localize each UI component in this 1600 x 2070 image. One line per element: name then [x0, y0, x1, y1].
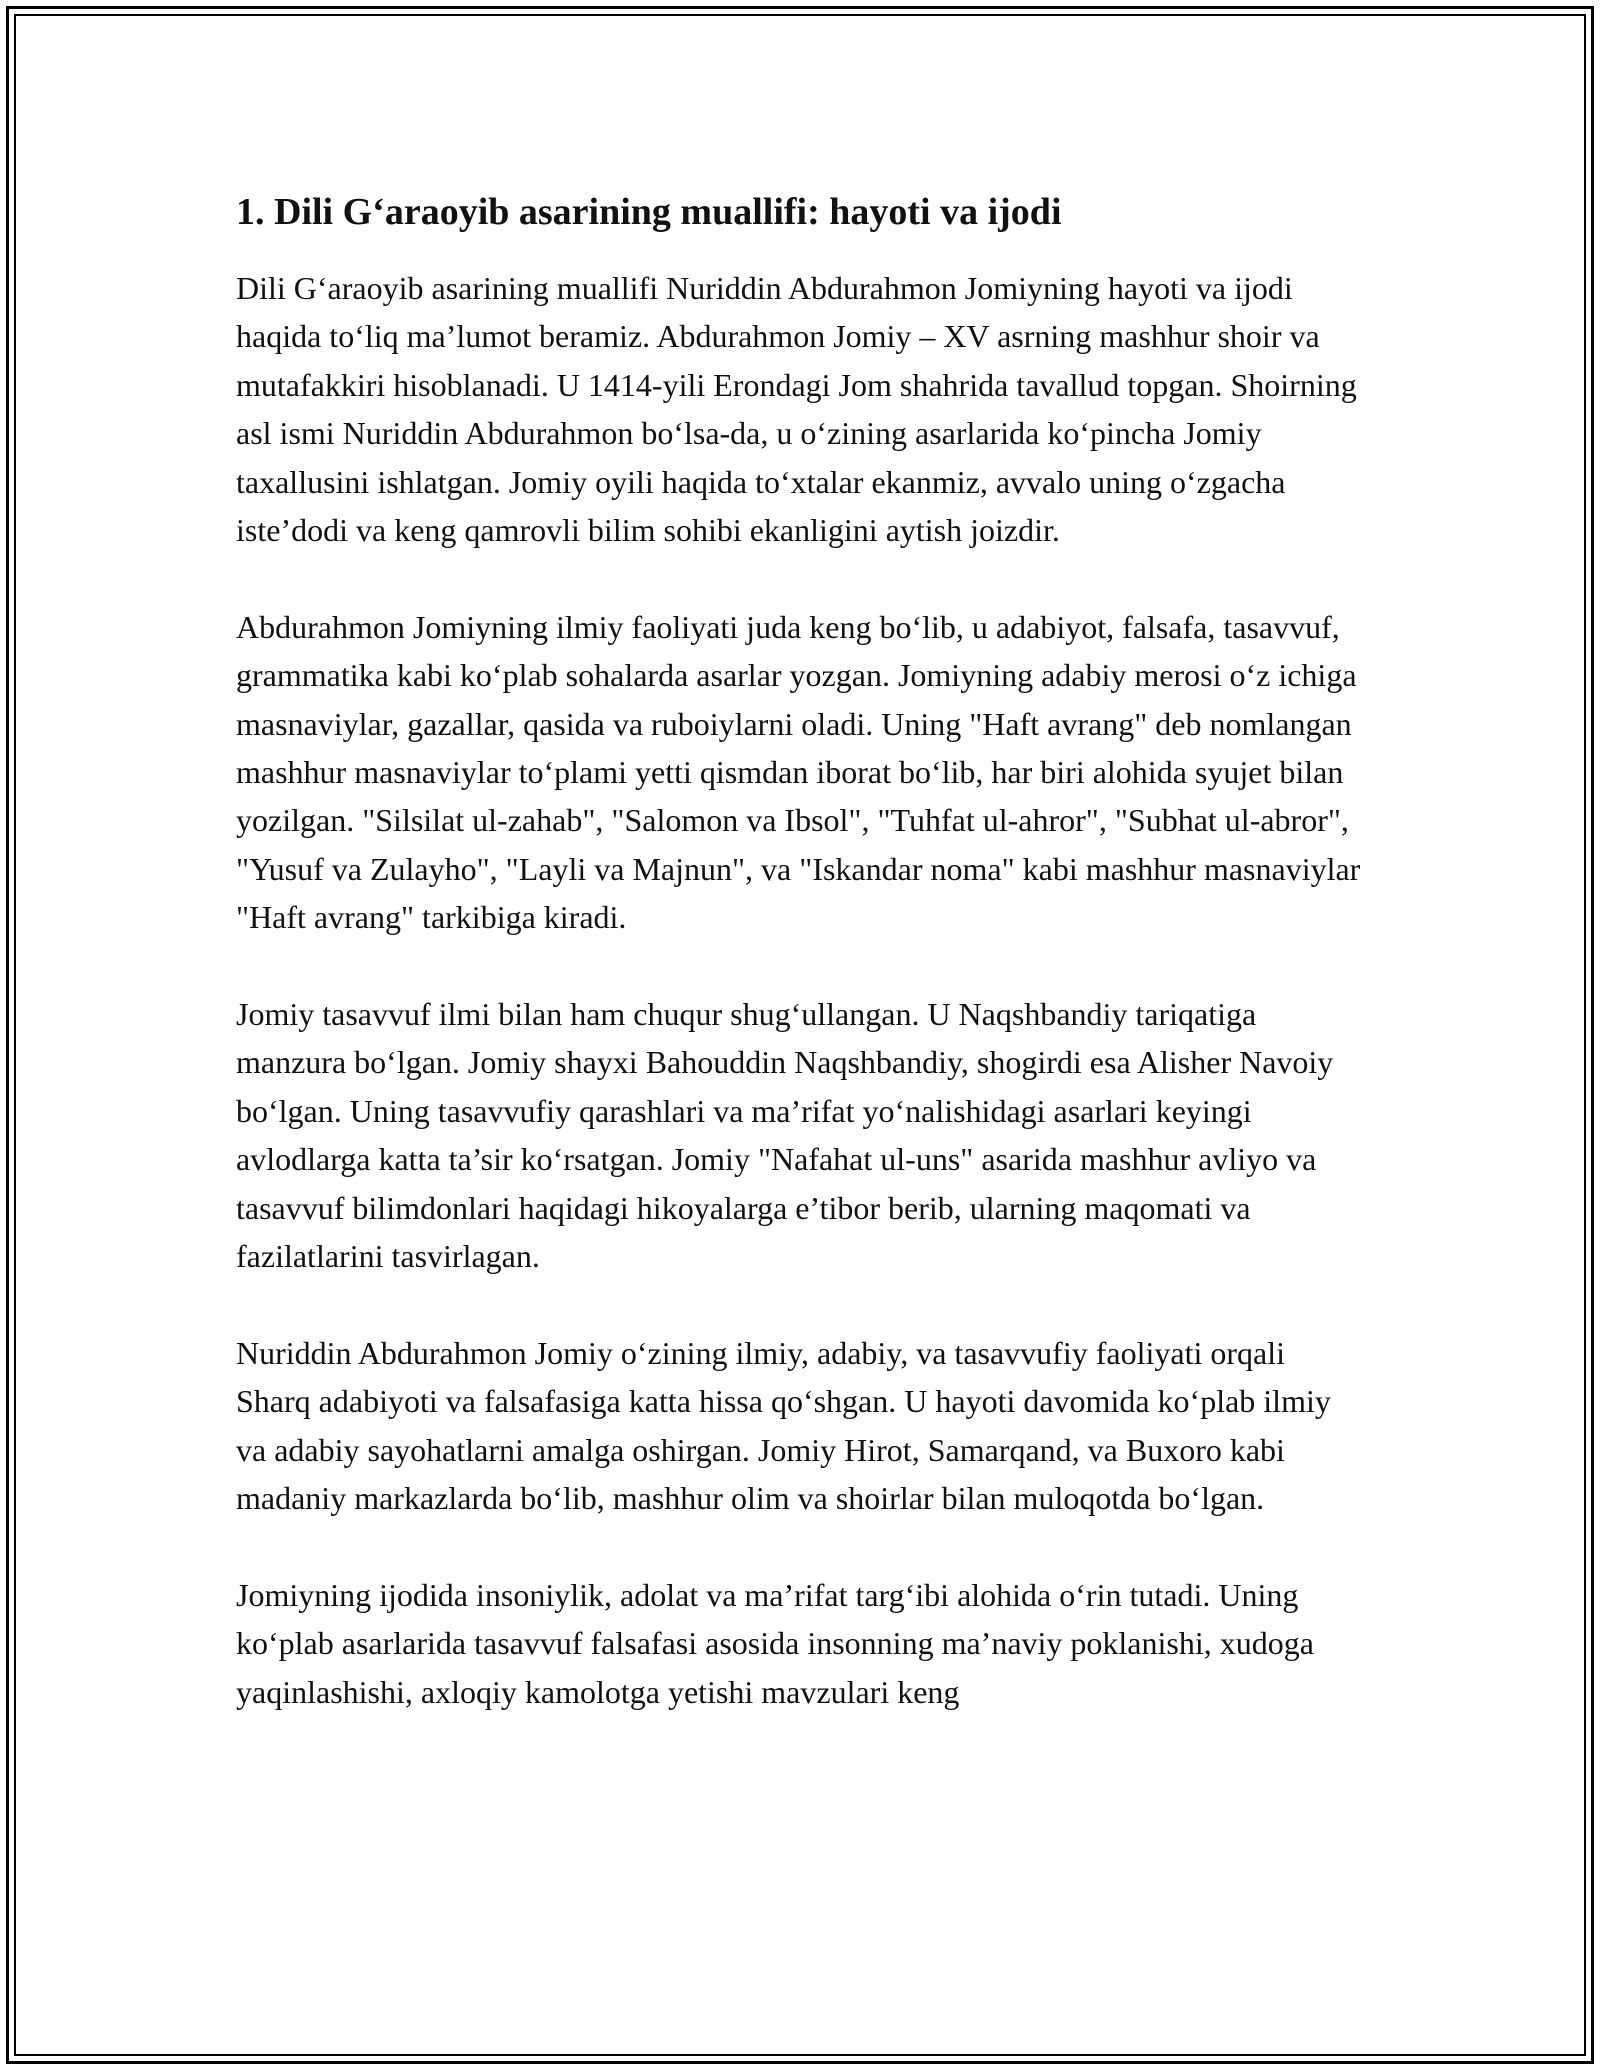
paragraph-5: Jomiyning ijodida insoniylik, adolat va ma’rifat targ‘ibi alohida o‘rin tutadi. Uning ko‘plab asarlarida tasavvuf falsafasi asosida insonning ma’naviy poklanishi, xudoga yaqinlashishi, axloqiy kamolotga yetishi mavzulari keng — [236, 1576, 1314, 1710]
paragraph-3: Jomiy tasavvuf ilmi bilan ham chuqur shug‘ullangan. U Naqshbandiy tariqatiga manzura bo‘lgan. Jomiy shayxi Bahouddin Naqshbandiy, shogirdi esa Alisher Navoiy bo‘lgan. Uning tasavvufiy qarashlari va ma’rifat yo‘nalishidagi asarlari keyingi avlodlarga katta ta’sir ko‘rsatgan. Jomiy "Nafahat ul-uns" asarida mashhur avliyo va tasavvuf bilimdonlari haqidagi hikoyalarga e’tibor berib, ularning maqomati va fazilatlarini tasvirlagan. — [236, 996, 1334, 1275]
paragraph-1: Dili G‘araoyib asarining muallifi Nuriddin Abdurahmon Jomiyning hayoti va ijodi haqida to‘liq ma’lumot beramiz. Abdurahmon Jomiy – XV asrning mashhur shoir va mutafakkiri hisoblanadi. U 1414-yili Erondagi Jom shahrida tavallud topgan. Shoirning asl ismi Nuriddin Abdurahmon bo‘lsa-da, u o‘zining asarlarida ko‘pincha Jomiy taxallusini ishlatgan. Jomiy oyili haqida to‘xtalar ekanmiz, avvalo uning o‘zgacha iste’dodi va keng qamrovli bilim sohibi ekanligini aytish joizdir. — [236, 270, 1357, 549]
paragraph-2: Abdurahmon Jomiyning ilmiy faoliyati juda keng bo‘lib, u adabiyot, falsafa, tasavvuf, grammatika kabi ko‘plab sohalarda asarlar yozgan. Jomiyning adabiy merosi o‘z ichiga masnaviylar, gazallar, qasida va ruboiylarni oladi. Uning "Haft avrang" deb nomlangan mashhur masnaviylar to‘plami yetti qismdan iborat bo‘lib, har biri alohida syujet bilan yozilgan. "Silsilat ul-zahab", "Salomon va Ibsol", "Tuhfat ul-ahror", "Subhat ul-abror", "Yusuf va Zulayho", "Layli va Majnun", va "Iskandar noma" kabi mashhur masnaviylar "Haft avrang" tarkibiga kiradi. — [236, 608, 1361, 936]
paragraph-4: Nuriddin Abdurahmon Jomiy o‘zining ilmiy, adabiy, va tasavvufiy faoliyati orqali Sharq adabiyoti va falsafasiga katta hissa qo‘shgan. U hayoti davomida ko‘plab ilmiy va adabiy sayohatlarni amalga oshirgan. Jomiy Hirot, Samarqand, va Buxoro kabi madaniy markazlarda bo‘lib, mashhur olim va shoirlar bilan muloqotda bo‘lgan. — [236, 1334, 1331, 1517]
section-heading: 1. Dili G‘araoyib asarining muallifi: hayoti va ijodi — [236, 191, 1062, 233]
document-body — [236, 186, 1366, 1765]
